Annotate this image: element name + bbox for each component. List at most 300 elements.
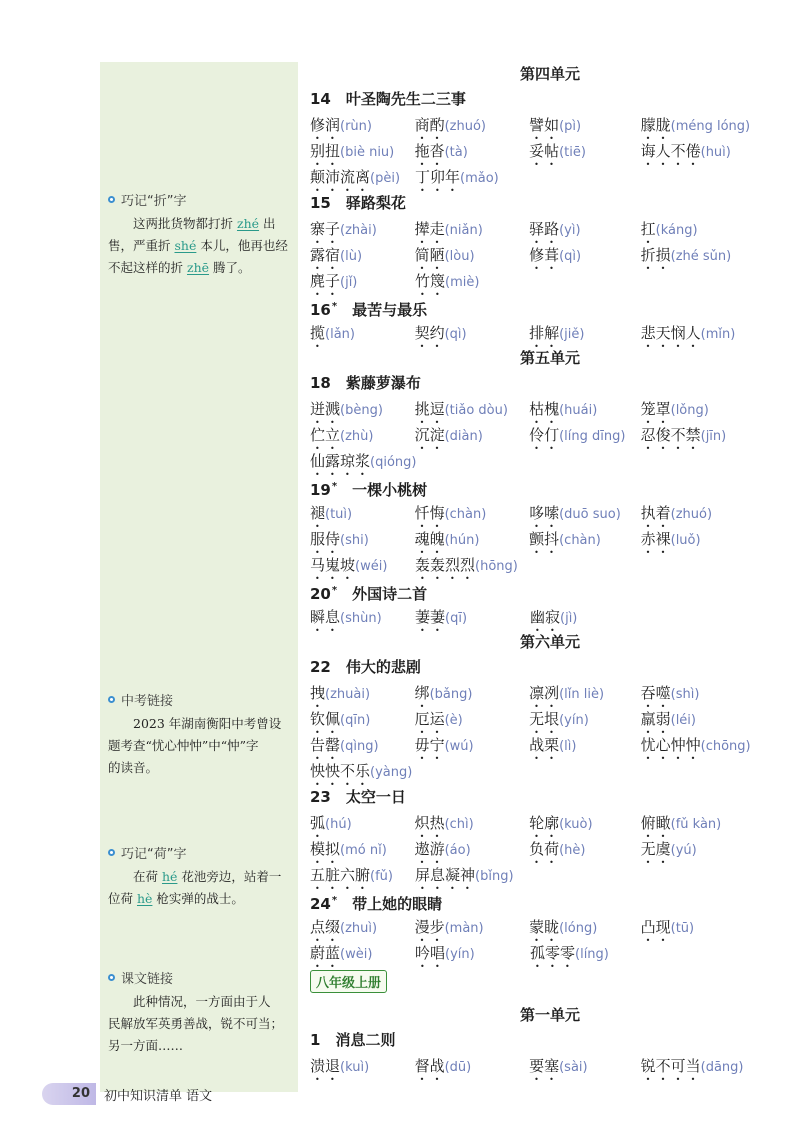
vocab-item bbox=[641, 422, 780, 448]
self-study-mark: * bbox=[331, 585, 338, 596]
vocab-pinyin: (màn) bbox=[444, 921, 484, 936]
note-text: 花池旁边，站着一 bbox=[177, 869, 282, 884]
vocab-word: 毋宁 bbox=[414, 736, 445, 754]
vocab-row bbox=[310, 706, 780, 732]
vocab-word: 忏悔 bbox=[414, 504, 445, 522]
vocab-item bbox=[310, 836, 415, 862]
lesson-number: 24 bbox=[310, 895, 331, 913]
lesson-title bbox=[310, 190, 780, 216]
self-study-mark: * bbox=[331, 895, 338, 906]
vocab-item bbox=[310, 164, 415, 190]
vocab-row bbox=[310, 758, 780, 784]
lesson-name: 伟大的悲剧 bbox=[330, 658, 421, 676]
vocab-item bbox=[529, 422, 641, 448]
vocab-pinyin: (líng dīng) bbox=[559, 429, 626, 444]
vocab-word: 仙露琼浆 bbox=[310, 452, 371, 470]
vocab-word: 修葺 bbox=[529, 246, 560, 264]
vocab-pinyin: (zhuì) bbox=[340, 921, 378, 936]
vocab-pinyin: (luǒ) bbox=[670, 533, 701, 548]
units-list bbox=[310, 62, 780, 966]
vocab-pinyin: (chàn) bbox=[444, 507, 487, 522]
sidebar-note-line bbox=[108, 866, 288, 888]
vocab-word: 弧 bbox=[310, 814, 326, 832]
vocab-item bbox=[415, 552, 530, 578]
note-text: 本儿，他再也经 bbox=[196, 238, 288, 253]
vocab-word: 凛冽 bbox=[529, 684, 560, 702]
vocab-word: 执着 bbox=[640, 504, 671, 522]
vocab-pinyin: (mó nǐ) bbox=[340, 843, 387, 858]
vocab-word: 溃退 bbox=[310, 1057, 341, 1075]
vocab-item bbox=[310, 680, 415, 706]
lesson-title bbox=[310, 888, 780, 914]
sidebar-note bbox=[108, 968, 288, 1057]
vocab-item bbox=[641, 526, 780, 552]
vocab-item bbox=[415, 914, 530, 940]
vocab-item bbox=[530, 604, 642, 630]
vocab-item bbox=[530, 940, 642, 966]
lesson-name: 消息二则 bbox=[320, 1031, 396, 1049]
vocab-word: 督战 bbox=[414, 1057, 445, 1075]
sidebar-note-line bbox=[108, 257, 288, 279]
sidebar-note-title: 中考链接 bbox=[121, 694, 174, 709]
vocab-row bbox=[310, 164, 780, 190]
vocab-word: 吞噬 bbox=[640, 684, 671, 702]
vocab-word: 诲人不倦 bbox=[640, 142, 701, 160]
bullet-icon bbox=[108, 196, 115, 203]
note-text: 的读音。 bbox=[108, 760, 159, 775]
vocab-pinyin: (lǐn liè) bbox=[559, 687, 605, 702]
note-text: 枪实弹的战士。 bbox=[152, 891, 244, 906]
sidebar-note-line bbox=[108, 235, 288, 257]
vocab-row bbox=[310, 396, 780, 422]
vocab-item bbox=[415, 112, 530, 138]
vocab-word: 寨子 bbox=[310, 220, 341, 238]
vocab-item bbox=[415, 268, 530, 294]
vocab-pinyin: (jì) bbox=[560, 611, 578, 626]
vocab-row bbox=[310, 940, 780, 966]
vocab-word: 钦佩 bbox=[310, 710, 341, 728]
vocab-word: 怏怏不乐 bbox=[310, 762, 371, 780]
vocab-item bbox=[641, 680, 780, 706]
vocab-item bbox=[310, 526, 415, 552]
sidebar-note-line bbox=[108, 213, 288, 235]
lesson-title bbox=[310, 370, 780, 396]
vocab-item bbox=[529, 500, 641, 526]
vocab-word: 麂子 bbox=[310, 272, 341, 290]
vocab-pinyin: (niǎn) bbox=[444, 223, 483, 238]
vocab-word: 告罄 bbox=[310, 736, 341, 754]
pinyin-annotation: zhē bbox=[186, 260, 210, 275]
lesson-number: 18 bbox=[310, 374, 331, 392]
note-text: 位荷 bbox=[108, 891, 137, 906]
vocab-pinyin: (lǒng) bbox=[670, 403, 709, 418]
vocab-pinyin: (sài) bbox=[559, 1060, 588, 1075]
sidebar-note-line bbox=[108, 713, 288, 735]
vocab-pinyin: (wú) bbox=[444, 739, 474, 754]
sidebar-note-heading bbox=[108, 968, 288, 987]
vocab-word: 点缀 bbox=[310, 918, 341, 936]
vocab-item bbox=[529, 112, 641, 138]
vocab-item bbox=[641, 242, 780, 268]
vocab-item bbox=[529, 320, 641, 346]
vocab-item bbox=[641, 732, 780, 758]
vocab-pinyin: (líng) bbox=[575, 947, 609, 962]
vocab-word: 譬如 bbox=[529, 116, 560, 134]
lesson-name: 驿路梨花 bbox=[330, 194, 406, 212]
vocab-pinyin: (jīn) bbox=[700, 429, 727, 444]
vocab-word: 漫步 bbox=[414, 918, 445, 936]
vocab-word: 笼罩 bbox=[640, 400, 671, 418]
vocab-row bbox=[310, 552, 780, 578]
vocab-word: 驿路 bbox=[529, 220, 560, 238]
vocab-word: 哆嗦 bbox=[529, 504, 560, 522]
vocab-item bbox=[310, 320, 415, 346]
vocab-pinyin: (yú) bbox=[670, 843, 697, 858]
pinyin-annotation: zhé bbox=[236, 216, 260, 231]
vocab-word: 沉淀 bbox=[414, 426, 445, 444]
vocab-item bbox=[310, 112, 415, 138]
vocab-item bbox=[641, 810, 780, 836]
vocab-row bbox=[310, 836, 780, 862]
vocab-word: 幽寂 bbox=[530, 608, 561, 626]
sidebar-note-title: 巧记“折”字 bbox=[121, 194, 187, 209]
vocab-word: 炽热 bbox=[414, 814, 445, 832]
vocab-item bbox=[415, 164, 530, 190]
note-text: 这两批货物都打折 bbox=[133, 216, 237, 231]
vocab-item bbox=[641, 914, 780, 940]
vocab-pinyin: (wéi) bbox=[355, 559, 388, 574]
sidebar-note-title: 巧记“荷”字 bbox=[121, 847, 187, 862]
grade-tag-wrap bbox=[310, 966, 780, 1003]
vocab-item bbox=[641, 500, 780, 526]
vocab-row bbox=[310, 604, 780, 630]
lesson-name: 一棵小桃树 bbox=[337, 481, 428, 499]
vocab-word: 魂魄 bbox=[414, 530, 445, 548]
vocab-row bbox=[310, 526, 780, 552]
vocab-pinyin: (jiě) bbox=[559, 327, 585, 342]
vocab-item bbox=[310, 862, 415, 888]
self-study-mark: * bbox=[331, 481, 338, 492]
vocab-word: 拖沓 bbox=[414, 142, 445, 160]
note-text: 民解放军英勇善战，锐不可当； bbox=[108, 1016, 284, 1031]
vocab-pinyin: (diàn) bbox=[444, 429, 483, 444]
lesson-number: 22 bbox=[310, 658, 331, 676]
page-number: 20 bbox=[42, 1083, 96, 1105]
vocab-item bbox=[529, 810, 641, 836]
vocab-word: 竹篾 bbox=[415, 272, 446, 290]
vocab-word: 马嵬坡 bbox=[310, 556, 356, 574]
vocab-pinyin: (biè niu) bbox=[340, 145, 395, 160]
vocab-item bbox=[415, 810, 530, 836]
vocab-word: 妥帖 bbox=[529, 142, 560, 160]
vocab-item bbox=[529, 526, 641, 552]
vocab-pinyin: (jǐ) bbox=[340, 275, 358, 290]
vocab-word: 屏息凝神 bbox=[415, 866, 476, 884]
vocab-pinyin: (duō suo) bbox=[559, 507, 621, 522]
vocab-pinyin: (kuò) bbox=[559, 817, 593, 832]
vocab-item bbox=[310, 138, 415, 164]
vocab-word: 揽 bbox=[310, 324, 326, 342]
vocab-item bbox=[310, 1053, 415, 1079]
vocab-word: 拽 bbox=[310, 684, 326, 702]
vocab-pinyin: (chàn) bbox=[559, 533, 601, 548]
note-text: 题考查“忧心忡忡”中“忡”字 bbox=[108, 738, 259, 753]
vocab-word: 枯槐 bbox=[529, 400, 560, 418]
vocab-pinyin: (tiǎo dòu) bbox=[444, 403, 508, 418]
vocab-item bbox=[529, 242, 641, 268]
vocab-pinyin: (hōng) bbox=[475, 559, 518, 574]
vocab-pinyin: (áo) bbox=[444, 843, 471, 858]
lesson-title bbox=[310, 1027, 780, 1053]
sidebar-note-line bbox=[108, 1013, 288, 1035]
vocab-item bbox=[415, 604, 530, 630]
sidebar-note-line bbox=[108, 1035, 288, 1057]
vocab-item bbox=[310, 242, 415, 268]
vocab-item bbox=[310, 732, 415, 758]
vocab-pinyin: (shi) bbox=[340, 533, 369, 548]
vocab-row bbox=[310, 268, 780, 294]
vocab-word: 要塞 bbox=[529, 1057, 560, 1075]
note-text: 不起这样的折 bbox=[108, 260, 187, 275]
lesson-number: 1 bbox=[310, 1031, 321, 1049]
vocab-word: 迸溅 bbox=[310, 400, 341, 418]
pinyin-annotation: hè bbox=[136, 891, 153, 906]
vocab-item bbox=[415, 216, 530, 242]
vocab-row bbox=[310, 138, 780, 164]
vocab-item bbox=[310, 940, 415, 966]
vocab-row bbox=[310, 1053, 780, 1079]
vocab-item bbox=[641, 216, 780, 242]
vocab-item bbox=[529, 732, 641, 758]
lesson-title bbox=[310, 86, 780, 112]
vocab-row bbox=[310, 448, 780, 474]
vocab-word: 羸弱 bbox=[640, 710, 671, 728]
vocab-pinyin: (lóng) bbox=[559, 921, 598, 936]
note-text: 售，严重折 bbox=[108, 238, 175, 253]
vocab-word: 无垠 bbox=[529, 710, 560, 728]
vocab-item bbox=[529, 138, 641, 164]
vocab-item bbox=[310, 448, 415, 474]
vocab-word: 别扭 bbox=[310, 142, 341, 160]
lesson-number: 19 bbox=[310, 481, 331, 499]
lesson-name: 最苦与最乐 bbox=[337, 301, 428, 319]
vocab-word: 颠沛流离 bbox=[310, 168, 371, 186]
vocab-word: 俯瞰 bbox=[640, 814, 671, 832]
note-text: 腾了。 bbox=[209, 260, 251, 275]
vocab-pinyin: (chōng) bbox=[700, 739, 751, 754]
vocab-word: 遨游 bbox=[414, 840, 445, 858]
vocab-word: 孤零零 bbox=[530, 944, 576, 962]
vocab-item bbox=[415, 836, 530, 862]
vocab-row bbox=[310, 680, 780, 706]
vocab-row bbox=[310, 862, 780, 888]
vocab-pinyin: (yì) bbox=[559, 223, 581, 238]
vocab-pinyin: (qì) bbox=[444, 327, 467, 342]
sidebar-note-heading bbox=[108, 843, 288, 862]
vocab-pinyin: (yàng) bbox=[370, 765, 413, 780]
vocab-pinyin: (huái) bbox=[559, 403, 598, 418]
vocab-pinyin: (fǔ kàn) bbox=[670, 817, 722, 832]
vocab-word: 吟唱 bbox=[415, 944, 446, 962]
book-name: 初中知识清单 语文 bbox=[104, 1088, 213, 1104]
vocab-item bbox=[415, 526, 530, 552]
sidebar-note bbox=[108, 843, 288, 910]
vocab-pinyin: (tiē) bbox=[559, 145, 586, 160]
vocab-item bbox=[529, 706, 641, 732]
vocab-word: 契约 bbox=[414, 324, 445, 342]
vocab-pinyin: (zhù) bbox=[340, 429, 374, 444]
vocab-pinyin: (qīn) bbox=[340, 713, 371, 728]
vocab-word: 挑逗 bbox=[414, 400, 445, 418]
vocab-word: 蔚蓝 bbox=[310, 944, 341, 962]
vocab-pinyin: (qì) bbox=[559, 249, 582, 264]
lesson-title bbox=[310, 654, 780, 680]
vocab-pinyin: (bèng) bbox=[340, 403, 383, 418]
vocab-item bbox=[415, 1053, 530, 1079]
sidebar-note-line bbox=[108, 757, 288, 779]
vocab-row bbox=[310, 914, 780, 940]
main-content bbox=[310, 62, 780, 1079]
vocab-word: 轰轰烈烈 bbox=[415, 556, 476, 574]
vocab-item bbox=[310, 810, 415, 836]
vocab-pinyin: (méng lóng) bbox=[670, 119, 751, 134]
lesson-number: 15 bbox=[310, 194, 331, 212]
vocab-pinyin: (mǎo) bbox=[460, 171, 499, 186]
self-study-mark: * bbox=[331, 301, 338, 312]
lesson-title bbox=[310, 294, 780, 320]
vocab-item bbox=[415, 138, 530, 164]
sidebar-note-title: 课文链接 bbox=[121, 972, 174, 987]
vocab-item bbox=[415, 940, 530, 966]
lesson-title bbox=[310, 474, 780, 500]
vocab-item bbox=[415, 242, 530, 268]
vocab-word: 悲天悯人 bbox=[640, 324, 701, 342]
vocab-pinyin: (pèi) bbox=[370, 171, 401, 186]
lesson-name: 紫藤萝瀑布 bbox=[330, 374, 421, 392]
vocab-item bbox=[415, 500, 530, 526]
note-text: 另一方面…… bbox=[108, 1038, 184, 1053]
vocab-word: 锐不可当 bbox=[640, 1057, 701, 1075]
vocab-item bbox=[529, 1053, 641, 1079]
vocab-word: 褪 bbox=[310, 504, 326, 522]
vocab-item bbox=[529, 216, 641, 242]
vocab-item bbox=[310, 268, 415, 294]
unit-heading: 第一单元 bbox=[519, 1006, 580, 1024]
vocab-word: 无虞 bbox=[640, 840, 671, 858]
vocab-row bbox=[310, 422, 780, 448]
vocab-pinyin: (pì) bbox=[559, 119, 582, 134]
vocab-pinyin: (zhé sǔn) bbox=[670, 249, 732, 264]
vocab-pinyin: (tū) bbox=[670, 921, 695, 936]
vocab-word: 绑 bbox=[414, 684, 430, 702]
vocab-item bbox=[310, 396, 415, 422]
vocab-word: 模拟 bbox=[310, 840, 341, 858]
lesson-number: 20 bbox=[310, 585, 331, 603]
vocab-word: 赤裸 bbox=[640, 530, 671, 548]
vocab-word: 伫立 bbox=[310, 426, 341, 444]
vocab-item bbox=[310, 706, 415, 732]
vocab-pinyin: (lòu) bbox=[444, 249, 475, 264]
vocab-item bbox=[310, 914, 415, 940]
vocab-item bbox=[529, 914, 641, 940]
vocab-item bbox=[415, 320, 530, 346]
vocab-pinyin: (bǐng) bbox=[475, 869, 514, 884]
vocab-word: 丁卯年 bbox=[415, 168, 461, 186]
pinyin-annotation: shé bbox=[174, 238, 197, 253]
vocab-row bbox=[310, 320, 780, 346]
vocab-pinyin: (tà) bbox=[444, 145, 468, 160]
vocab-pinyin: (è) bbox=[444, 713, 463, 728]
vocab-pinyin: (rùn) bbox=[340, 119, 372, 134]
sidebar-note-heading bbox=[108, 690, 288, 709]
vocab-item bbox=[415, 422, 530, 448]
vocab-pinyin: (mǐn) bbox=[700, 327, 736, 342]
bullet-icon bbox=[108, 974, 115, 981]
vocab-word: 服侍 bbox=[310, 530, 341, 548]
vocab-pinyin: (káng) bbox=[655, 223, 698, 238]
vocab-pinyin: (léi) bbox=[670, 713, 696, 728]
lesson-name: 带上她的眼睛 bbox=[337, 895, 443, 913]
vocab-row bbox=[310, 810, 780, 836]
note-text: 此种情况，一方面由于人 bbox=[133, 994, 271, 1009]
vocab-pinyin: (shì) bbox=[670, 687, 700, 702]
vocab-row bbox=[310, 216, 780, 242]
vocab-pinyin: (zhuó) bbox=[444, 119, 486, 134]
vocab-item bbox=[529, 836, 641, 862]
vocab-item bbox=[641, 836, 780, 862]
vocab-pinyin: (dāng) bbox=[700, 1060, 744, 1075]
vocab-row bbox=[310, 732, 780, 758]
lesson-name: 太空一日 bbox=[330, 788, 406, 806]
unit-heading: 第六单元 bbox=[519, 633, 580, 651]
lesson-title bbox=[310, 578, 780, 604]
vocab-item bbox=[415, 732, 530, 758]
vocab-item bbox=[415, 862, 530, 888]
vocab-word: 排解 bbox=[529, 324, 560, 342]
vocab-item bbox=[415, 396, 530, 422]
vocab-pinyin: (qī) bbox=[445, 611, 468, 626]
vocab-word: 萋萋 bbox=[415, 608, 446, 626]
vocab-word: 朦胧 bbox=[640, 116, 671, 134]
vocab-item bbox=[415, 706, 530, 732]
sidebar-note bbox=[108, 690, 288, 779]
lesson-number: 14 bbox=[310, 90, 331, 108]
bullet-icon bbox=[108, 849, 115, 856]
sidebar-note-line bbox=[108, 735, 288, 757]
vocab-pinyin: (dū) bbox=[444, 1060, 472, 1075]
vocab-pinyin: (zhài) bbox=[340, 223, 377, 238]
vocab-pinyin: (zhuài) bbox=[325, 687, 371, 702]
vocab-pinyin: (lù) bbox=[340, 249, 363, 264]
vocab-word: 蒙眬 bbox=[529, 918, 560, 936]
page-footer bbox=[42, 1082, 212, 1106]
vocab-word: 凸现 bbox=[640, 918, 671, 936]
sidebar-note-line bbox=[108, 991, 288, 1013]
bullet-icon bbox=[108, 696, 115, 703]
vocab-item bbox=[641, 320, 780, 346]
vocab-item bbox=[310, 552, 415, 578]
vocab-row bbox=[310, 242, 780, 268]
vocab-item bbox=[529, 396, 641, 422]
vocab-pinyin: (yín) bbox=[445, 947, 475, 962]
vocab-word: 露宿 bbox=[310, 246, 341, 264]
vocab-item bbox=[641, 1053, 780, 1079]
sidebar-note-line bbox=[108, 888, 288, 910]
vocab-word: 修润 bbox=[310, 116, 341, 134]
vocab-word: 五脏六腑 bbox=[310, 866, 371, 884]
vocab-word: 厄运 bbox=[414, 710, 445, 728]
vocab-pinyin: (zhuó) bbox=[670, 507, 713, 522]
